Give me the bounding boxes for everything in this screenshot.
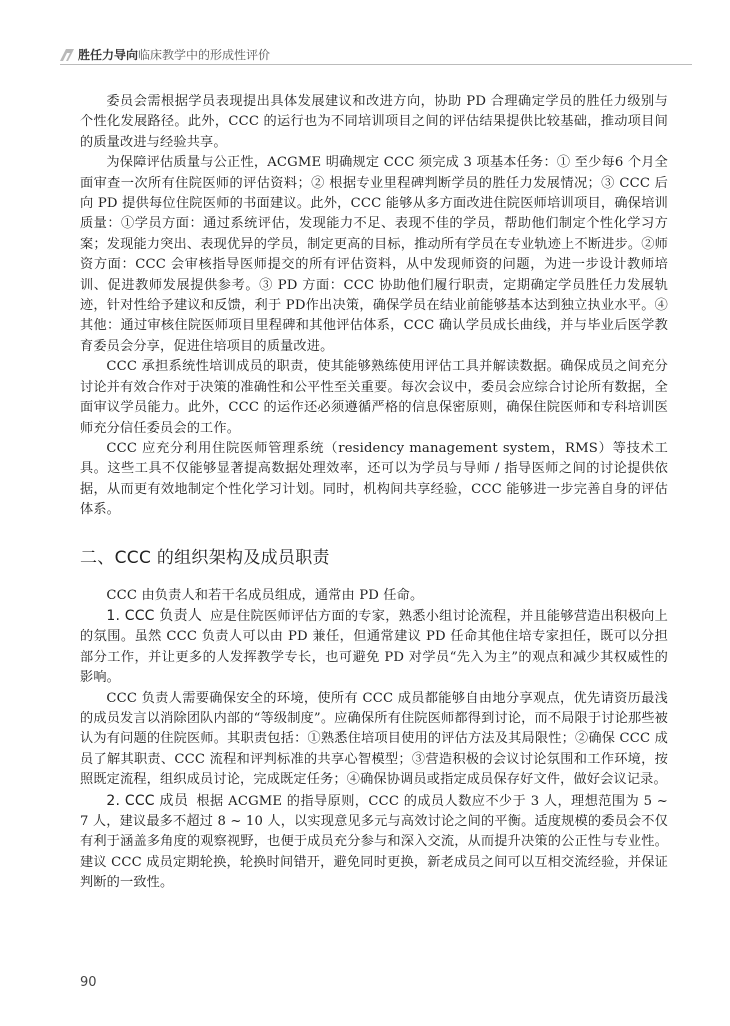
running-header: [60, 46, 270, 63]
paragraph: CCC 承担系统性培训成员的职责，使其能够熟练使用评估工具并解读数据。确保成员之间充分讨论并有效合作对于决策的准确性和公平性至关重要。每次会议中，委员会应综合讨论所有数据，全面审议学员能力。此外，CCC 的运作还必须遵循严格的信息保密原则，确保住院医师和专科培训医师充分信任委员会的工作。: [80, 359, 668, 436]
page-number: 90: [80, 975, 97, 990]
subsection-paragraph: [80, 606, 668, 689]
section-heading: 二、CCC 的组织架构及成员职责: [80, 547, 330, 568]
header-title-bold: 胜任力导向: [78, 48, 139, 62]
arrow-logo-icon: [60, 49, 74, 61]
subsection-paragraph: [80, 791, 668, 894]
paragraph: 为保障评估质量与公正性，ACGME 明确规定 CCC 须完成 3 项基本任务：① 至少每6 个月全面审查一次所有住院医师的评估资料；② 根据专业里程碑判断学员的胜任力发展情况；③ CCC 后向 PD 提供每位住院医师的书面建议。此外，CCC 能够从多方面改进住院医师培训项目，确保培训质量：①学员方面：通过系统评估，发现能力不足、表现不佳的学员，帮助他们制定个性化学习方案；发现能力突出、表现优异的学员，制定更高的目标，推动所有学员在专业轨迹上不断进步。②师资方面：CCC 会审核指导医师提交的所有评估资料，从中发现师资的问题，为进一步设计教师培训、促进教师发展提供参考。③ PD 方面：CCC 协助他们履行职责，定期确定学员胜任力发展轨迹，针对性给予建议和反馈，利于 PD作出决策，确保学员在结业前能够基本达到独立执业水平。④其他：通过审核住院医师项目里程碑和其他评估体系，CCC 确认学员成长曲线，并与毕业后医学教育委员会分享，促进住培项目的质量改进。: [80, 155, 668, 354]
paragraph: 委员会需根据学员表现提出具体发展建议和改进方向，协助 PD 合理确定学员的胜任力级别与个性化发展路径。此外，CCC 的运行也为不同培训项目之间的评估结果提供比较基础，推动项目间的质量改进与经验共享。: [80, 94, 668, 150]
subsection-text: 根据 ACGME 的指导原则，CCC 的成员人数应不少于 3 人，理想范围为 5 ~ 7 人，建议最多不超过 8 ~ 10 人，以实现意见多元与高效讨论之间的平衡。适度规模的委员会不仅有利于涵盖多角度的观察视野，也便于成员充分参与和深入交流，从而提升决策的公正性与专业性。建议 CCC 成员定期轮换，轮换时间错开，避免同时更换，新老成员之间可以互相交流经验，并保证判断的一致性。: [80, 793, 668, 891]
subsection-text: 应是住院医师评估方面的专家，熟悉小组讨论流程，并且能够营造出积极向上的氛围。虽然 CCC 负责人可以由 PD 兼任，但通常建议 PD 任命其他住培专家担任，既可以分担部分工作，并让更多的人发挥教学专长，也可避免 PD 对学员“先入为主”的观点和减少其权威性的影响。: [80, 608, 668, 686]
header-divider: [60, 64, 692, 65]
subsection-label: 1. CCC 负责人: [106, 607, 203, 624]
paragraph: CCC 由负责人和若干名成员组成，通常由 PD 任命。: [106, 587, 424, 603]
subsection-label: 2. CCC 成员: [106, 792, 189, 809]
paragraph: CCC 负责人需要确保安全的环境，使所有 CCC 成员都能够自由地分享观点，优先请资历最浅的成员发言以消除团队内部的“等级制度”。应确保所有住院医师都得到讨论，而不局限于讨论那些被认为有问题的住院医师。其职责包括：①熟悉住培项目使用的评估方法及其局限性；②确保 CCC 成员了解其职责、CCC 流程和评判标准的共享心智模型；③营造积极的会议讨论氛围和工作环境，按照既定流程，组织成员讨论，完成既定任务；④确保协调员或指定成员保存好文件，做好会议记录。: [80, 690, 668, 788]
header-title-rest: 临床教学中的形成性评价: [138, 48, 271, 62]
paragraph: CCC 应充分利用住院医师管理系统（residency management system，RMS）等技术工具。这些工具不仅能够显著提高数据处理效率，还可以为学员与导师 / 指导医师之间的讨论提供依据，从而更有效地制定个性化学习计划。同时，机构间共享经验，CCC 能够进一步完善自身的评估体系。: [80, 440, 668, 518]
page-body: [80, 92, 668, 894]
